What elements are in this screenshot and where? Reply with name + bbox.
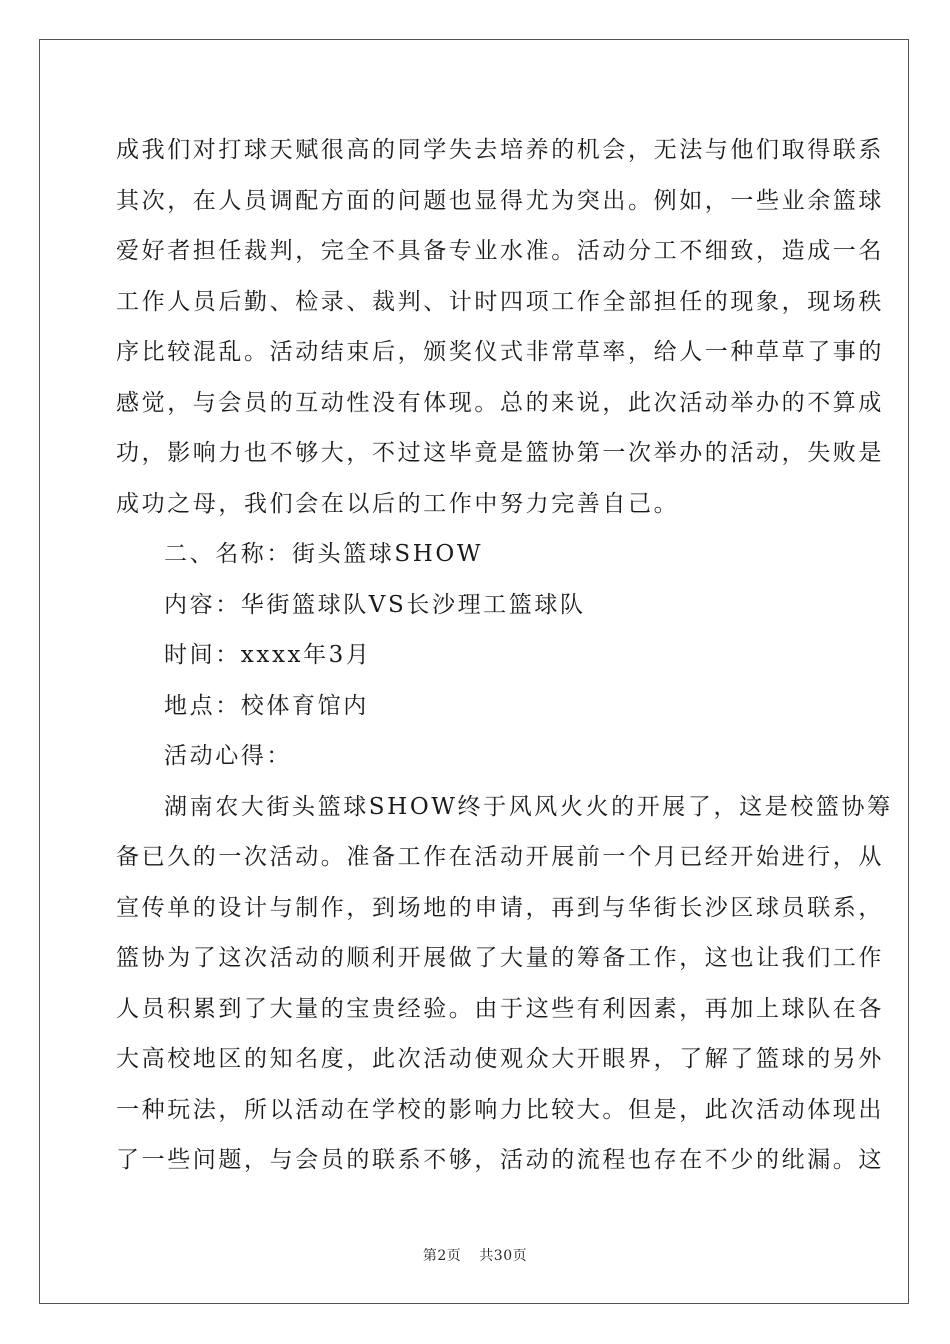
text-line: 序比较混乱。活动结束后，颁奖仪式非常草率，给人一种草草了事的 — [116, 339, 884, 365]
text-line: 其次，在人员调配方面的问题也显得尤为突出。例如，一些业余篮球 — [116, 187, 884, 214]
page-number: 第2页 — [422, 1248, 462, 1264]
text-line: 地点：校体育馆内 — [164, 692, 369, 719]
text-line: 功，影响力也不够大，不过这毕竟是篮协第一次举办的活动，失败是 — [116, 440, 884, 466]
text-line: 爱好者担任裁判，完全不具备专业水准。活动分工不细致，造成一名 — [116, 238, 884, 264]
page-footer — [0, 1245, 950, 1265]
text-line: 成我们对打球天赋很高的同学失去培养的机会，无法与他们取得联系 — [116, 137, 884, 163]
text-line: 一种玩法，所以活动在学校的影响力比较大。但是，此次活动体现出 — [116, 1096, 884, 1123]
text-line: 活动心得： — [164, 743, 292, 769]
text-line: 成功之母，我们会在以后的工作中努力完善自己。 — [116, 490, 680, 517]
text-line: 篮协为了这次活动的顺利开展做了大量的筹备工作，这也让我们工作 — [116, 945, 884, 971]
text-line: 湖南农大街头篮球SHOW终于风风火火的开展了，这是校篮协筹 — [164, 793, 893, 820]
text-line: 宣传单的设计与制作，到场地的申请，再到与华街长沙区球员联系， — [116, 894, 884, 921]
page-total: 共30页 — [479, 1248, 528, 1264]
text-line: 感觉，与会员的互动性没有体现。总的来说，此次活动举办的不算成 — [116, 389, 884, 416]
text-line: 备已久的一次活动。准备工作在活动开展前一个月已经开始进行，从 — [116, 844, 884, 870]
text-line: 了一些问题，与会员的联系不够，活动的流程也存在不少的纰漏。这 — [116, 1147, 884, 1173]
document-body — [116, 125, 893, 1186]
text-line: 大高校地区的知名度，此次活动使观众大开眼界，了解了篮球的另外 — [116, 1046, 884, 1072]
text-line: 内容：华街篮球队VS长沙理工篮球队 — [164, 591, 586, 618]
text-line: 工作人员后勤、检录、裁判、计时四项工作全部担任的现象，现场秩 — [116, 288, 884, 315]
text-line: 时间：xxxx年3月 — [164, 642, 372, 668]
text-line: 人员积累到了大量的宝贵经验。由于这些有利因素，再加上球队在各 — [116, 995, 884, 1022]
text-line: 二、名称：街头篮球SHOW — [164, 541, 484, 567]
